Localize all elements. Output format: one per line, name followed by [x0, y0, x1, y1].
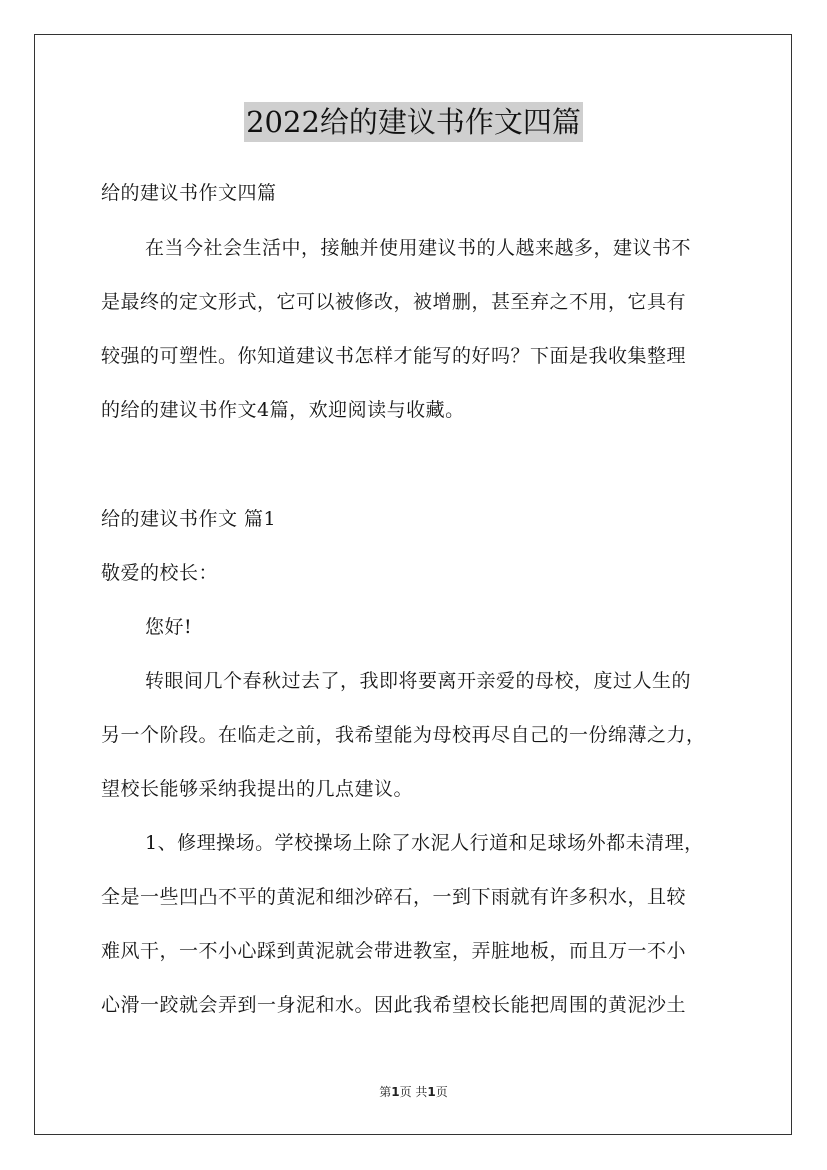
greeting: 您好!: [145, 616, 193, 638]
paragraph-line: 全是一些凹凸不平的黄泥和细沙碎石，一到下雨就有许多积水，且较: [101, 886, 687, 908]
document-subtitle: 给的建议书作文四篇: [101, 182, 277, 204]
footer-page-suffix: 页: [435, 1085, 448, 1099]
footer-page-current: 1: [391, 1085, 400, 1099]
salutation: 敬爱的校长：: [101, 562, 219, 584]
paragraph-line: 望校长能够采纳我提出的几点建议。: [101, 778, 414, 800]
paragraph-line: 转眼间几个春秋过去了，我即将要离开亲爱的母校，度过人生的: [145, 670, 692, 692]
section-heading: 给的建议书作文 篇1: [101, 508, 277, 530]
paragraph-line: 心滑一跤就会弄到一身泥和水。因此我希望校长能把周围的黄泥沙土: [101, 994, 687, 1016]
intro-line: 的给的建议书作文4篇，欢迎阅读与收藏。: [101, 399, 465, 421]
intro-line: 是最终的定文形式，它可以被修改，被增删，甚至弃之不用，它具有: [101, 291, 687, 313]
footer-page-mid: 页 共: [399, 1085, 428, 1099]
paragraph-line: 难风干，一不小心踩到黄泥就会带进教室，弄脏地板，而且万一不小: [101, 940, 687, 962]
paragraph-line: 另一个阶段。在临走之前，我希望能为母校再尽自己的一份绵薄之力，: [101, 724, 706, 746]
document-title: 2022给的建议书作文四篇: [244, 102, 583, 142]
paragraph-line: 1、修理操场。学校操场上除了水泥人行道和足球场外都未清理，: [145, 832, 704, 854]
title-container: [0, 102, 827, 142]
footer-page-prefix: 第: [379, 1085, 392, 1099]
page-footer: [0, 1084, 827, 1100]
intro-line: 较强的可塑性。你知道建议书怎样才能写的好吗？下面是我收集整理: [101, 345, 687, 367]
footer-page-total: 1: [427, 1085, 436, 1099]
intro-line: 在当今社会生活中，接触并使用建议书的人越来越多，建议书不: [145, 237, 692, 259]
